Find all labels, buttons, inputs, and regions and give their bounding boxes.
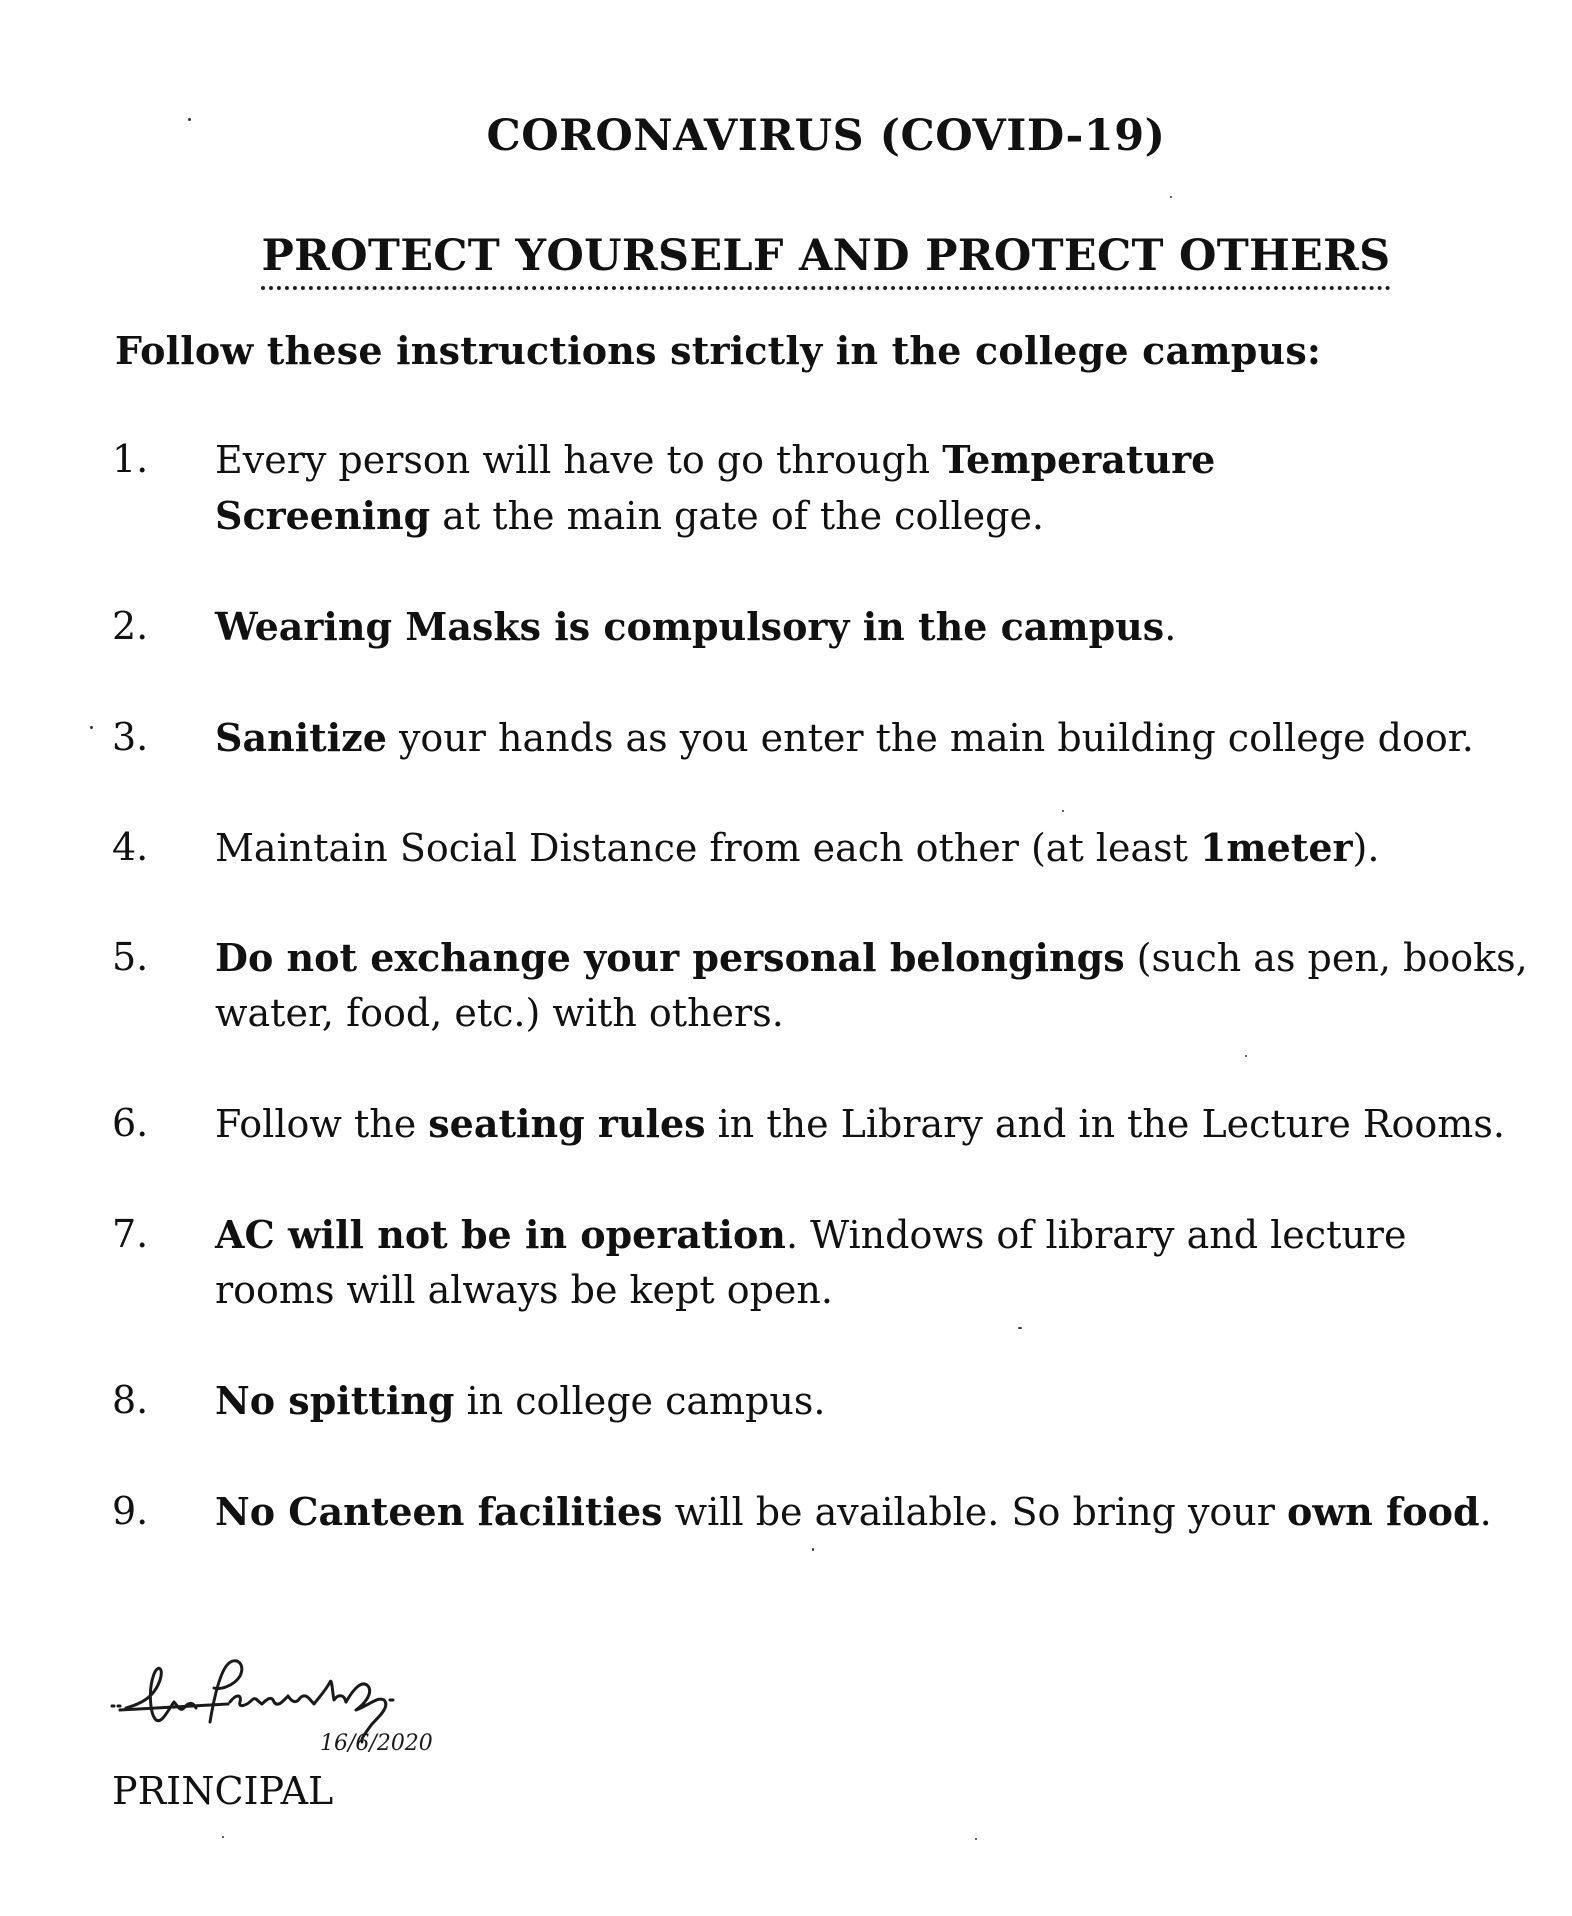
text-segment: rooms will always be kept open. [215,1268,833,1312]
list-item-text [215,432,1535,544]
list-item-number: 1. [112,437,149,481]
list-item-text [215,1373,1535,1429]
list-item-number: 3. [112,715,149,759]
list-item-text [215,1484,1535,1540]
text-segment: . Windows of library and lecture [785,1213,1407,1257]
list-item-line [215,930,1535,986]
text-segment: water, food, etc.) with others. [215,991,784,1035]
bold-text: No spitting [215,1378,455,1423]
list-item-text [215,820,1535,876]
bold-text: Temperature [942,437,1216,482]
list-item-number: 5. [112,935,149,979]
scan-speck [1018,1327,1022,1329]
list-item-text [215,599,1535,655]
text-segment: at the main gate of the college. [430,494,1045,538]
scan-speck [222,1836,224,1838]
list-item-line [215,432,1535,488]
list-item-text [215,1207,1535,1318]
list-item-line [215,1263,1535,1318]
text-segment: . [1164,605,1177,649]
list-item-number: 7. [112,1212,149,1256]
bold-text: Do not exchange your personal belongings [215,935,1125,980]
document-title: CORONAVIRUS (COVID-19) [486,111,1166,161]
bold-text: Screening [215,493,431,538]
bold-text: No Canteen facilities [215,1489,663,1534]
text-segment: ). [1352,826,1380,870]
signature-initial [126,1668,196,1720]
list-item-line [215,986,1535,1041]
instruction-heading: Follow these instructions strictly in the college campus: [115,328,1322,373]
list-item-number: 6. [112,1101,149,1145]
list-item-line [215,1373,1535,1429]
list-item-number: 4. [112,825,149,869]
signatory-label: PRINCIPAL [112,1769,334,1813]
scan-speck [975,1838,977,1840]
list-item-line [215,710,1535,766]
list-item-line [215,1484,1535,1540]
bold-text: seating rules [428,1101,706,1146]
list-item-line [215,820,1535,876]
bold-text: 1meter [1199,825,1353,870]
text-segment: your hands as you enter the main building college door. [386,716,1474,760]
scan-speck [1245,1055,1247,1057]
list-item-line [215,1096,1535,1152]
principal-signature [110,1650,450,1770]
bold-text: Wearing Masks is compulsory in the campus [215,604,1165,649]
scan-speck [1062,810,1064,812]
bold-text: AC will not be in operation [215,1212,786,1257]
bold-text: Sanitize [215,715,387,760]
text-segment: (such as pen, books, [1124,936,1528,980]
text-segment: will be available. So bring your [662,1490,1288,1534]
list-item-text [215,710,1535,766]
text-segment: Follow the [215,1102,429,1146]
list-item-line [215,599,1535,655]
scan-speck [188,118,191,121]
signature-body [230,1681,346,1705]
subtitle-wrap [0,228,1572,290]
scan-speck [90,726,93,729]
text-segment: in the Library and in the Lecture Rooms. [705,1102,1505,1146]
list-item-text [215,930,1535,1041]
list-item-number: 8. [112,1378,149,1422]
signature-p [210,1661,242,1722]
list-item-text [215,1096,1535,1152]
signature-date: 16/6/2020 [320,1731,433,1756]
text-segment: Every person will have to go through [215,438,943,482]
text-segment: . [1479,1490,1492,1534]
list-item-line [215,488,1535,544]
scan-speck [812,1548,814,1551]
text-segment: in college campus. [454,1379,826,1423]
document-subtitle: PROTECT YOURSELF AND PROTECT OTHERS [261,228,1390,290]
list-item-line [215,1207,1535,1263]
bold-text: own food [1287,1489,1480,1534]
signature-stroke [112,1661,393,1742]
list-item-number: 2. [112,604,149,648]
list-item-number: 9. [112,1489,149,1533]
text-segment: Maintain Social Distance from each other (at least [215,826,1200,870]
scan-speck [1170,196,1172,198]
